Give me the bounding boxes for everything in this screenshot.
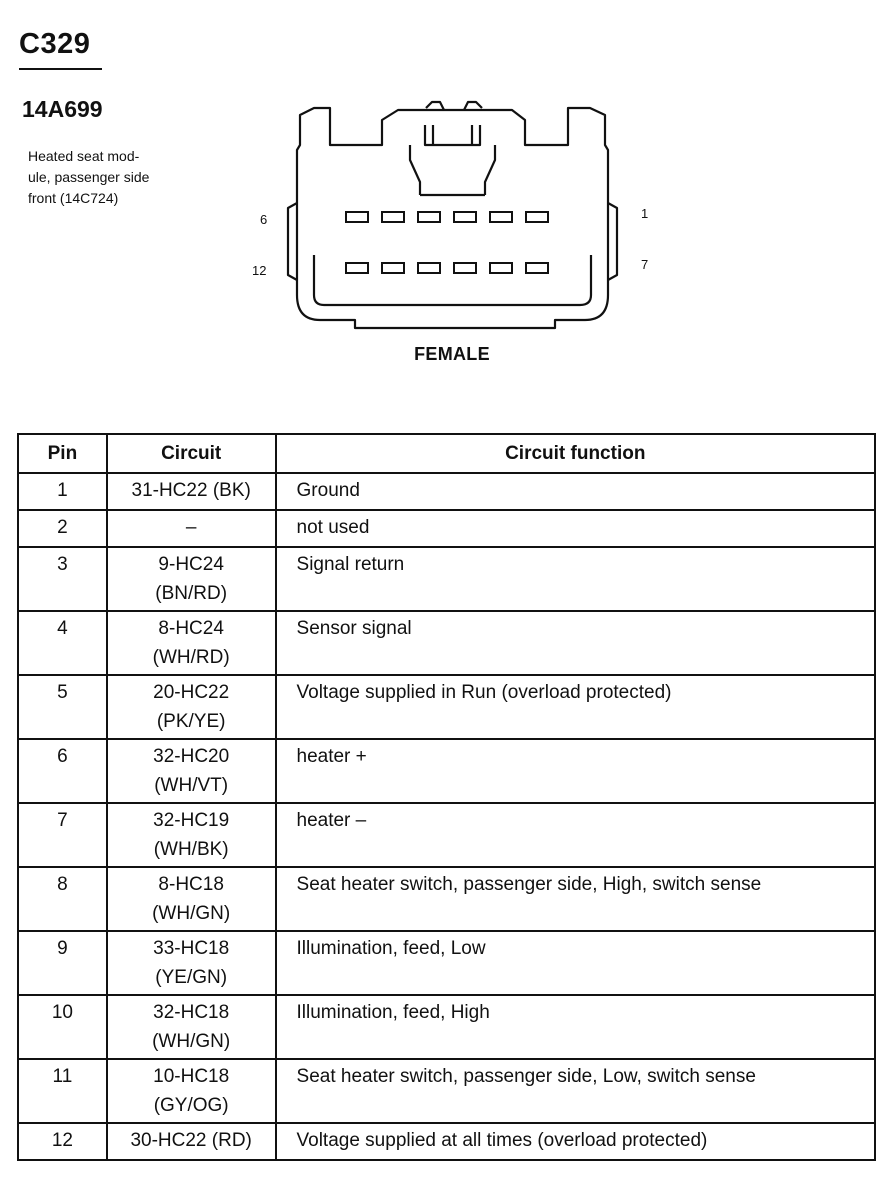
pin-cell: 11 [18,1059,107,1123]
function-cell: Voltage supplied at all times (overload protected) [276,1123,875,1160]
gender-label: FEMALE [414,344,490,364]
pin-cell: 4 [18,611,107,675]
table-row [18,739,875,803]
pin-cell: 5 [18,675,107,739]
table-row [18,931,875,995]
pin-cell: 7 [18,803,107,867]
connector-face-diagram [250,100,640,340]
table-row [18,1059,875,1123]
circuit-cell: 10-HC18 (GY/OG) [107,1059,276,1123]
pin-label-1: 1 [641,206,649,221]
function-cell: not used [276,510,875,547]
table-row [18,995,875,1059]
pin-cell: 8 [18,867,107,931]
table-row [18,473,875,510]
circuit-cell: 32-HC18 (WH/GN) [107,995,276,1059]
function-cell: Seat heater switch, passenger side, Low, switch sense [276,1059,875,1123]
circuit-cell: 33-HC18 (YE/GN) [107,931,276,995]
header-pin: Pin [18,434,107,473]
circuit-cell: – [107,510,276,547]
table-row [18,510,875,547]
circuit-cell: 8-HC24 (WH/RD) [107,611,276,675]
table-row [18,547,875,611]
circuit-cell: 20-HC22 (PK/YE) [107,675,276,739]
pin-cell: 10 [18,995,107,1059]
table-row [18,1123,875,1160]
pin-label-6: 6 [260,212,268,227]
function-cell: Illumination, feed, Low [276,931,875,995]
table-header-row [18,434,875,473]
circuit-cell: 32-HC20 (WH/VT) [107,739,276,803]
pin-label-7: 7 [641,257,649,272]
table-row [18,867,875,931]
circuit-cell: 8-HC18 (WH/GN) [107,867,276,931]
function-cell: Sensor signal [276,611,875,675]
connector-title: C329 [19,28,91,60]
function-cell: Illumination, feed, High [276,995,875,1059]
circuit-cell: 9-HC24 (BN/RD) [107,547,276,611]
part-number: 14A699 [22,96,103,122]
pin-cell: 9 [18,931,107,995]
pin-cell: 2 [18,510,107,547]
function-cell: heater – [276,803,875,867]
header-function: Circuit function [276,434,875,473]
table-row [18,675,875,739]
circuit-cell: 31-HC22 (BK) [107,473,276,510]
pin-label-12: 12 [252,263,267,278]
pin-cell: 12 [18,1123,107,1160]
function-cell: Signal return [276,547,875,611]
function-cell: Voltage supplied in Run (overload protected) [276,675,875,739]
function-cell: heater + [276,739,875,803]
pinout-table [17,433,876,1161]
circuit-cell: 30-HC22 (RD) [107,1123,276,1160]
circuit-cell: 32-HC19 (WH/BK) [107,803,276,867]
function-cell: Seat heater switch, passenger side, High, switch sense [276,867,875,931]
pin-cell: 1 [18,473,107,510]
table-row [18,611,875,675]
title-underline [19,68,102,70]
header-circuit: Circuit [107,434,276,473]
pin-cell: 6 [18,739,107,803]
pin-cell: 3 [18,547,107,611]
table-row [18,803,875,867]
function-cell: Ground [276,473,875,510]
connector-description: Heated seat mod- ule, passenger side front (14C724) [28,148,150,206]
